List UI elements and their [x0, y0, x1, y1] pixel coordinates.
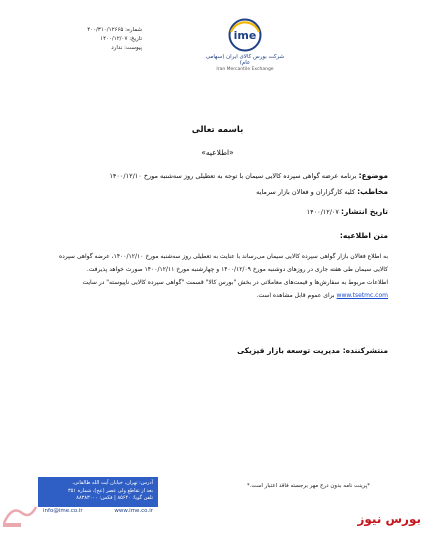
ime-logo: [200, 18, 290, 80]
audience-text: کلیه کارگزاران و فعالان بازار سرمایه: [256, 188, 356, 196]
subject-line: [43, 170, 388, 182]
contact-bar: [38, 506, 158, 515]
watermark-icon: [0, 497, 40, 531]
logo-mark: ime: [233, 29, 257, 42]
publish-date-label: تاریخ انتشار:: [341, 207, 388, 216]
body-title: متن اطلاعیه:: [339, 231, 388, 240]
audience-line: [43, 186, 388, 198]
subject-text: برنامه عرضه گواهی سپرده کالایی سیمان با توجه به تعطیلی روز سه‌شنبه مورخ ۱۴۰۰/۱۲/۱۰: [109, 172, 357, 180]
publisher-label: منتشرکننده:: [342, 346, 388, 355]
body-paragraph-1: به اطلاع فعالان بازار گواهی سپرده کالایی سیمان می‌رساند با عنایت به تعطیلی روز سه‌شنبه مورخ ۱۴۰۰/۱۲/۱۰، عرضه گواهی سپرده کالایی سیمان طی هفته جاری در روزهای دوشنبه مورخ ۱۴۰۰/۱۲/۰۹ و چهارشنبه مورخ ۱۴۰۰/۱۲/۱۱ صورت خواهد پذیرفت.: [58, 253, 388, 273]
notice-title: «اطلاعیه»: [201, 148, 234, 157]
body-paragraph-2-after: برای عموم قابل مشاهده است.: [256, 292, 335, 299]
footnote: *پرینت نامه بدون درج مهر برجسته فاقد اعتبار است.*: [246, 483, 370, 489]
address-line-1: آدرس: تهران، خیابان آیت الله طالقانی،: [72, 480, 153, 486]
tsetmc-link[interactable]: www.tsetmc.com: [336, 292, 388, 299]
letter-attachment: پیوست: ندارد: [111, 45, 142, 51]
publisher-text: مدیریت توسعه بازار فیزیکی: [237, 346, 341, 355]
ime-logo-icon: [222, 18, 268, 52]
email-link[interactable]: info@ime.co.ir: [43, 508, 83, 514]
audience-label: مخاطب:: [357, 187, 388, 196]
subject-label: موضوع:: [358, 171, 388, 180]
company-name-en: Iran Mercantile Exchange: [216, 67, 274, 72]
letter-number: شماره: ۴۰۰/۳۱۰/۱۲۶۶۵: [87, 27, 142, 33]
body-paragraph-2-before: اطلاعات مربوط به سفارش‌ها و قیمت‌های معاملاتی در بخش "بورس کالا" قسمت "گواهی سپرده کالایی ناپیوسته" در سایت: [82, 279, 388, 286]
brand-label: بورس نیوز: [357, 512, 421, 526]
address-line-2: بعد از تقاطع ولی عصر (عج)، شماره ۳۵۱: [67, 487, 153, 494]
letter-date: تاریخ: ۱۴۰۰/۱۲/۰۷: [100, 36, 142, 42]
body-paragraph-2: [43, 276, 388, 302]
address-line-3: تلفن گویا: ۸۵۶۴۰ | فکس: ۸۸۳۸۳۰۰۰: [76, 495, 153, 501]
company-name-fa: شرکت بورس کالای ایران (سهامی عام): [205, 54, 285, 66]
publisher-line: [43, 345, 388, 356]
website-link[interactable]: www.ime.co.ir: [114, 508, 153, 514]
letter-meta: [62, 26, 142, 53]
publish-date-text: ۱۴۰۰/۱۲/۰۷: [306, 208, 339, 216]
bismillah: باسمه تعالی: [191, 125, 244, 135]
publish-date-line: [43, 206, 388, 218]
body-text: [43, 250, 388, 302]
